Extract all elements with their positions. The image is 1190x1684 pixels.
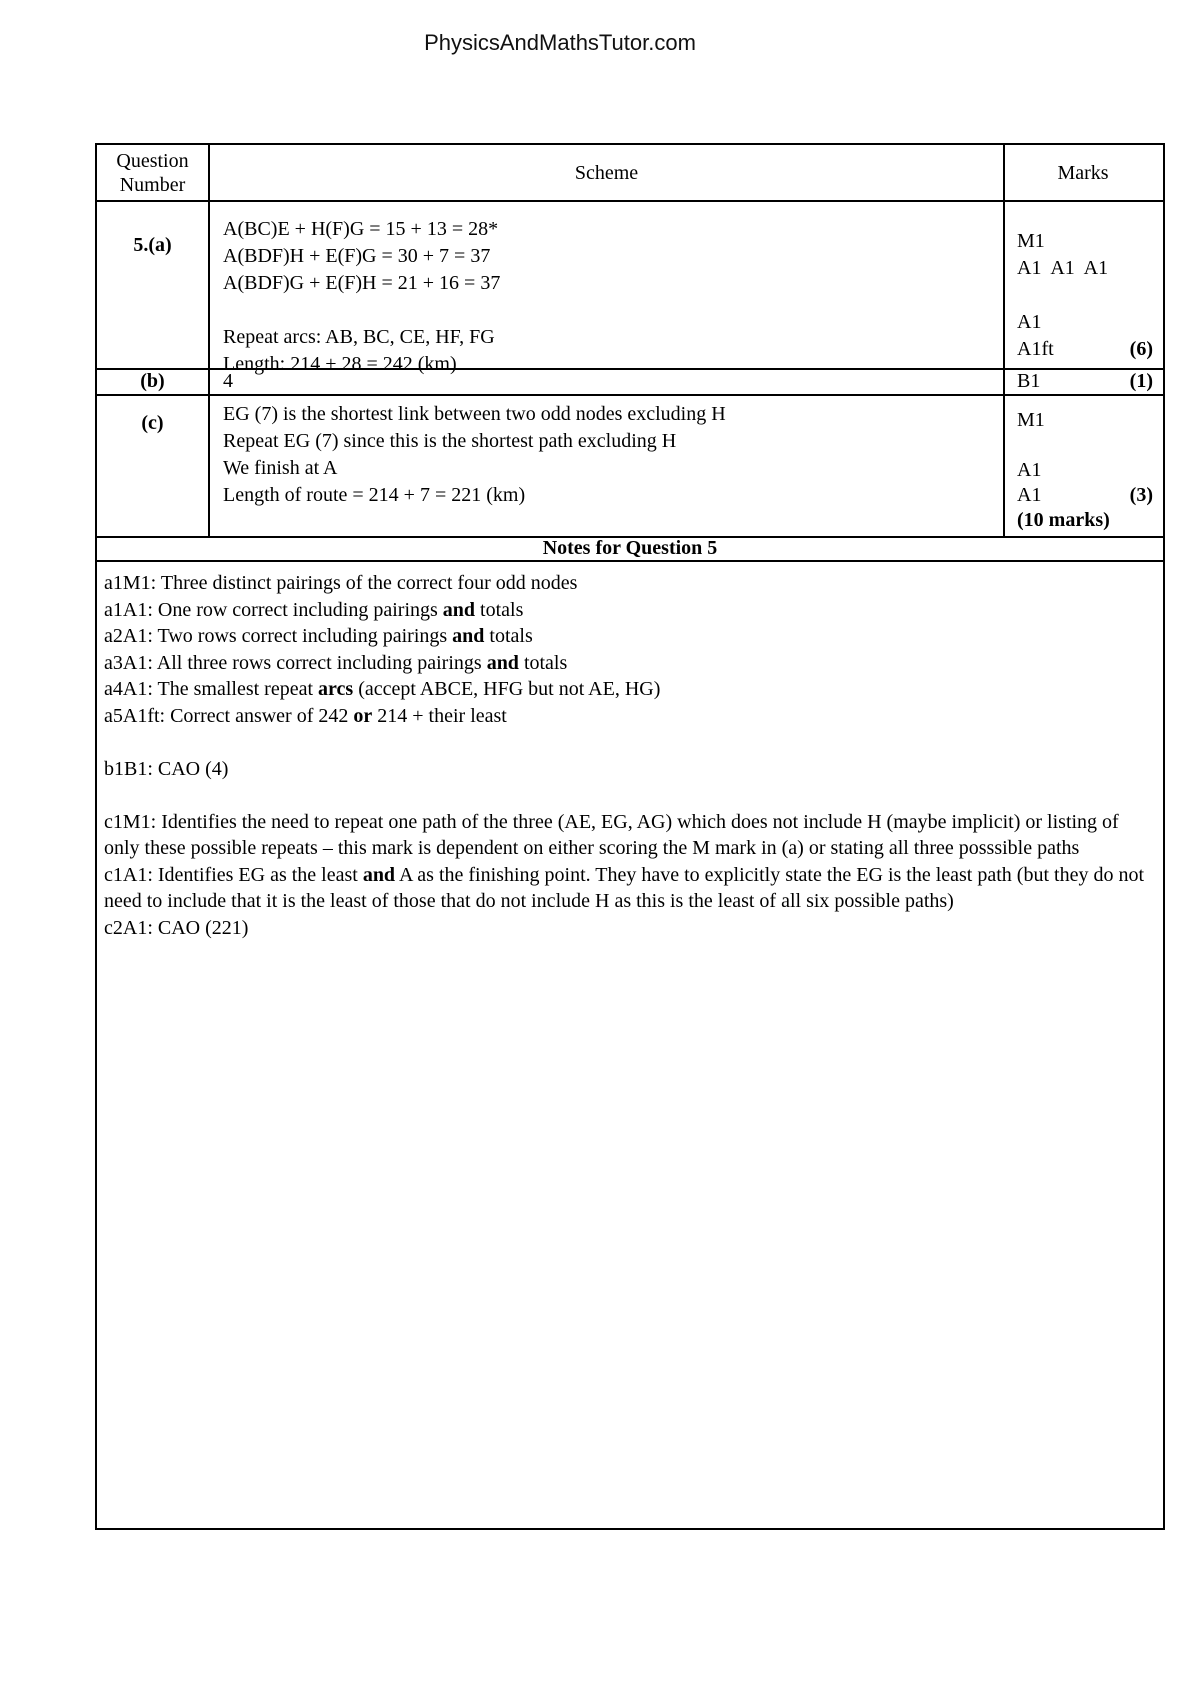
mark-total: (3) (1129, 484, 1153, 506)
scheme-header: Scheme (210, 145, 1005, 200)
note-block: c1M1: Identifies the need to repeat one path of the three (AE, EG, AG) which does not include H (maybe implicit) or listing of only these possible repeats – this mark is dependent on either scoring the M mark in (a) or stating all three posssible paths (104, 810, 1119, 859)
mark-line (1017, 228, 1153, 255)
note-block: c2A1: CAO (221) (104, 916, 249, 939)
note-block (104, 729, 1155, 756)
scheme-cell (210, 202, 1005, 375)
note-block: a3A1: All three rows correct including pairings and totals (104, 651, 568, 674)
mark-line (1017, 309, 1153, 336)
mark-line (1017, 282, 1153, 309)
notes-body (97, 562, 1163, 1528)
note-block: a4A1: The smallest repeat arcs (accept ABCE, HFG but not AE, HG) (104, 678, 661, 700)
note-block: c1A1: Identifies EG as the least and A as the finishing point. They have to explicitly state the EG is the least path (but they do not need to include that it is the least of those that do not include H as this is the least of all six possible paths) (104, 863, 1145, 912)
mark-label: A1 A1 A1 (1017, 257, 1109, 279)
mark-label (1017, 433, 1022, 458)
mark-label: A1 (1017, 311, 1042, 333)
note-block (104, 782, 1155, 809)
mark-line (1017, 458, 1153, 483)
mark-label: B1 (1017, 370, 1041, 392)
mark-label: A1 (1017, 459, 1042, 481)
mark-label: A1 (1017, 484, 1042, 506)
mark-total: (6) (1129, 338, 1153, 360)
note-block: a2A1: Two rows correct including pairings and totals (104, 625, 533, 647)
scheme-row (97, 396, 1163, 538)
notes-header-row (97, 538, 1163, 562)
question-number-cell: (b) (97, 370, 210, 394)
mark-line (1017, 336, 1153, 363)
table-header-row (97, 145, 1163, 202)
question-number-cell: 5.(a) (97, 202, 210, 368)
emphasis-text: or (353, 704, 373, 727)
table-body (97, 202, 1163, 538)
note-block: a1A1: One row correct including pairings and totals (104, 598, 524, 621)
scheme-line: EG (7) is the shortest link between two odd nodes excluding H (223, 403, 726, 425)
marks-cell (1005, 370, 1161, 394)
scheme-row (97, 202, 1163, 375)
marks-cell (1005, 396, 1161, 536)
scheme-line: A(BDF)G + E(F)H = 21 + 16 = 37 (223, 272, 501, 294)
notes-title: Notes for Question 5 (542, 537, 718, 559)
marks-header: Marks (1057, 161, 1109, 184)
emphasis-text: and (442, 598, 476, 621)
mark-label: (10 marks) (1017, 509, 1110, 531)
scheme-line: We finish at A (223, 457, 338, 479)
question-number-cell: (c) (97, 396, 210, 536)
scheme-line: 4 (223, 370, 233, 392)
emphasis-text: and (362, 863, 396, 886)
mark-line (1017, 370, 1153, 393)
emphasis-text: and (486, 651, 519, 674)
scheme-row (97, 370, 1163, 396)
emphasis-text: and (452, 625, 485, 647)
question-number-header: Question Number (97, 145, 210, 200)
site-header: PhysicsAndMathsTutor.com (424, 30, 696, 55)
mark-label: A1ft (1017, 338, 1054, 360)
scheme-line: A(BC)E + H(F)G = 15 + 13 = 28* (223, 218, 499, 240)
scheme-line: A(BDF)H + E(F)G = 30 + 7 = 37 (223, 245, 491, 267)
mark-line (1017, 408, 1153, 433)
mark-line (1017, 433, 1153, 458)
mark-label: M1 (1017, 230, 1045, 252)
mark-line (1017, 255, 1153, 282)
scheme-line: Length: 214 + 28 = 242 (km) (223, 353, 457, 375)
note-block: a5A1ft: Correct answer of 242 or 214 + their least (104, 704, 507, 727)
mark-label: M1 (1017, 409, 1045, 431)
scheme-cell (210, 370, 1005, 394)
mark-total: (1) (1129, 370, 1153, 392)
marks-cell (1005, 202, 1161, 368)
mark-label (1017, 282, 1022, 309)
scheme-line: Repeat arcs: AB, BC, CE, HF, FG (223, 326, 495, 348)
mark-line (1017, 508, 1153, 533)
scheme-line: Length of route = 214 + 7 = 221 (km) (223, 484, 526, 506)
note-block: b1B1: CAO (4) (104, 757, 229, 780)
scheme-line: Repeat EG (7) since this is the shortest path excluding H (223, 430, 677, 452)
scheme-cell (210, 396, 1005, 536)
emphasis-text: arcs (318, 678, 354, 700)
mark-scheme-table (95, 143, 1165, 1530)
mark-line (1017, 483, 1153, 508)
scheme-line (223, 297, 1003, 324)
note-block: a1M1: Three distinct pairings of the correct four odd nodes (104, 572, 578, 594)
